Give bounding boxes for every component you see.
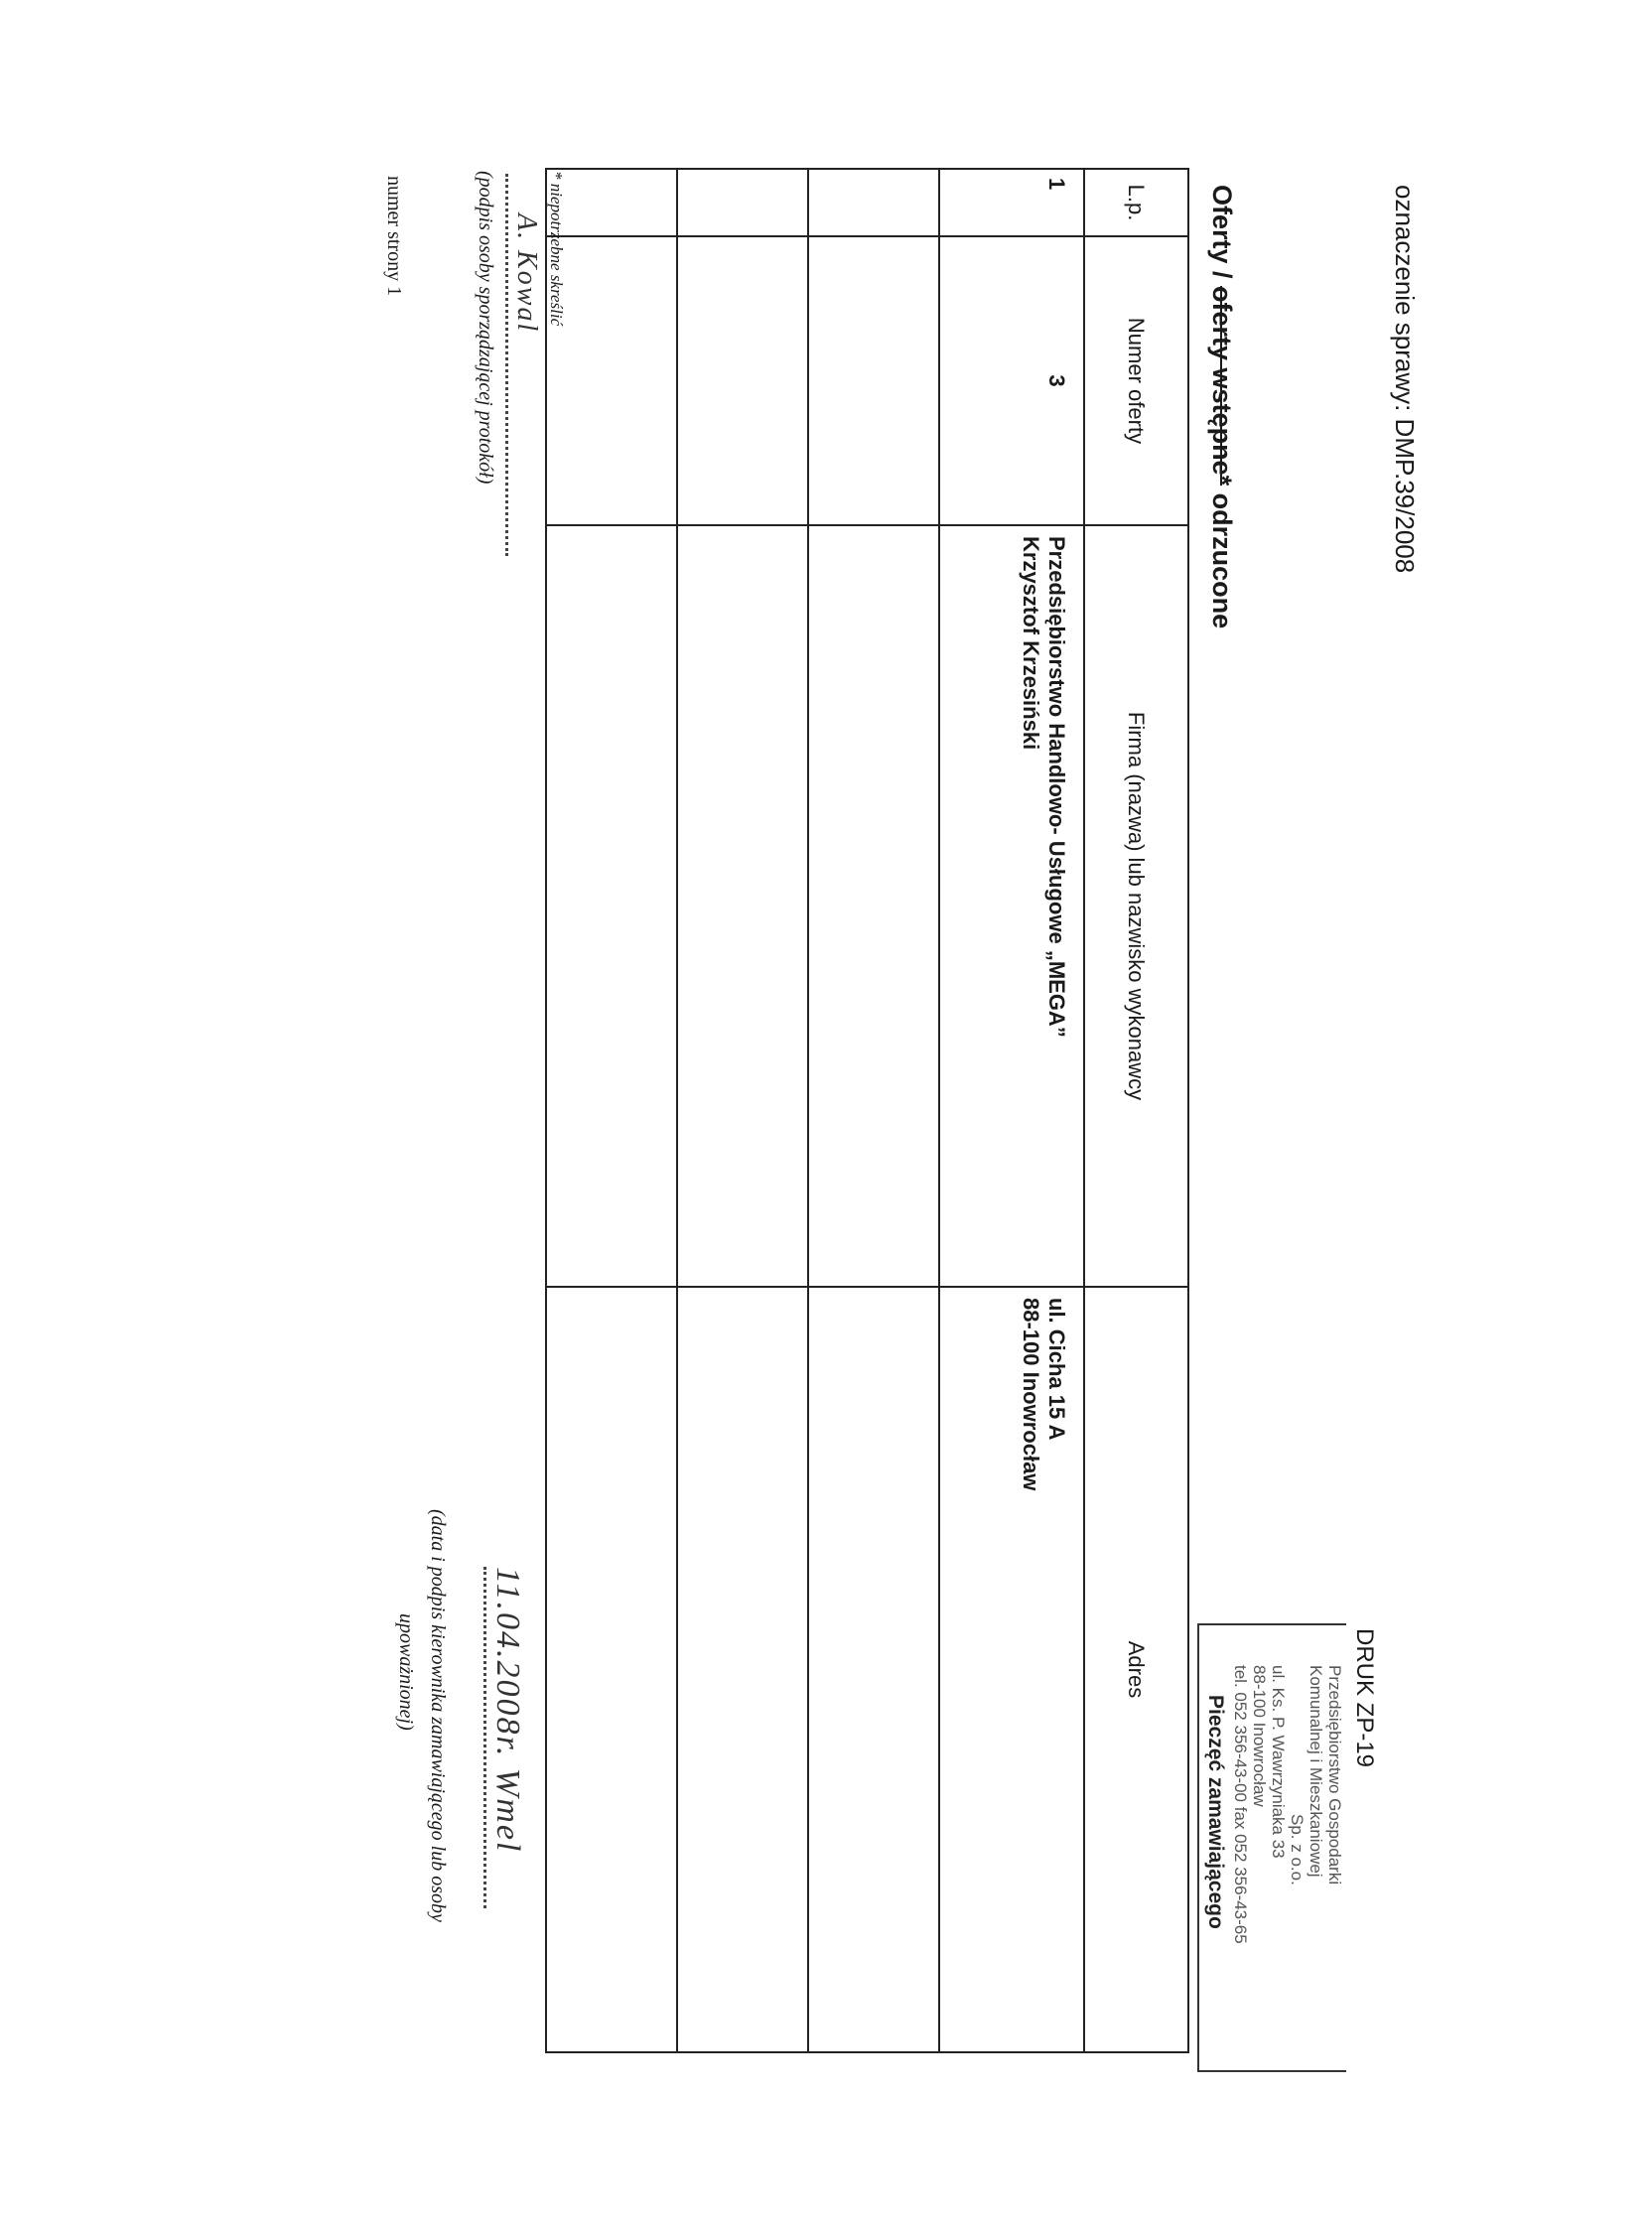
case-number: oznaczenie sprawy: DMP.39/2008 (1390, 185, 1420, 574)
stamp-line: 88-100 Inowrocław (1250, 1665, 1269, 1807)
table-row-empty (546, 169, 677, 2052)
right-signature-caption-2: upoważnionej) (395, 1613, 417, 1731)
table-row-empty (677, 169, 808, 2052)
stamp-line: tel. 052 356-43-00 fax 052 356-43-65 (1231, 1665, 1250, 1944)
cell-company (939, 525, 1084, 1287)
title-part: Oferty / (1207, 185, 1237, 287)
address-line: ul. Cicha 15 A (1044, 1298, 1069, 1441)
header-lp: L.p. (1084, 169, 1188, 236)
right-signature: 11.04.2008r. Wmel (489, 1567, 526, 1854)
table-row (939, 169, 1084, 2052)
table-header-row (1084, 169, 1188, 2052)
header-company: Firma (nazwa) lub nazwisko wykonawcy (1084, 525, 1188, 1287)
stamp-line: ul. Ks. P. Wawrzyniaka 33 (1269, 1665, 1288, 1859)
left-signature-line (505, 174, 542, 556)
rejected-offers-table (545, 168, 1189, 2053)
company-line: Krzysztof Krzesiński (1019, 536, 1043, 751)
header-address: Adres (1084, 1287, 1188, 2052)
title-part: odrzucone (1207, 486, 1237, 629)
left-signature: A. Kowal (511, 213, 542, 334)
address-line: 88-100 Inowrocław (1019, 1298, 1043, 1491)
header-offer-number: Numer oferty (1084, 236, 1188, 525)
stamp-line: Przedsiębiorstwo Gospodarki (1325, 1665, 1344, 1885)
stamp-label: Pieczęć zamawiającego (1204, 1695, 1227, 1929)
ordering-party-stamp (1197, 1623, 1346, 2072)
stamp-line: Sp. z o.o. (1288, 1814, 1307, 1885)
page-title (1206, 185, 1237, 628)
table-row-empty (808, 169, 939, 2052)
form-code: DRUK ZP-19 (1351, 1628, 1378, 1768)
right-signature-line (483, 1567, 526, 1908)
cell-lp: 1 (939, 169, 1084, 236)
title-struck-part: oferty wstępne* (1207, 286, 1237, 487)
left-signature-caption: (podpis osoby sporządzającej protokół) (475, 171, 496, 485)
cell-address (939, 1287, 1084, 2052)
cell-offer-number: 3 (939, 236, 1084, 525)
page-number: numer strony 1 (383, 176, 405, 297)
stamp-line: Komunalnej i Mieszkaniowej (1307, 1665, 1325, 1878)
footnote: * niepotrzebne skreślić (547, 171, 566, 327)
right-signature-caption: (data i podpis kierownika zamawiającego lub osoby (427, 1509, 449, 1922)
company-line: Przedsiębiorstwo Handlowo- Usługowe „MEGA” (1044, 536, 1069, 1038)
